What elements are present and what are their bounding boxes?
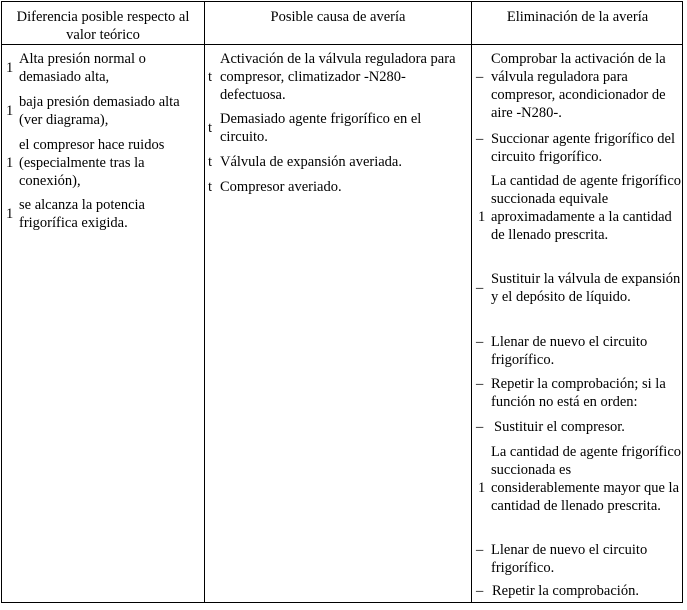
column-divider-2 <box>471 2 472 602</box>
item-marker: 1 <box>6 155 14 171</box>
item-text: baja presión demasiado alta (ver diagrama), <box>19 94 180 128</box>
header-possible-cause: Posible causa de avería <box>270 9 406 25</box>
item-marker: – <box>476 131 484 147</box>
item-text: Sustituir el compresor. <box>494 419 625 435</box>
item-text: Repetir la comprobación; si la función no está en orden: <box>491 376 666 410</box>
item-marker: – <box>476 334 484 350</box>
item-marker: – <box>476 542 484 558</box>
item-text: Repetir la comprobación. <box>492 583 639 599</box>
item-marker: – <box>476 280 484 296</box>
item-marker: t <box>208 120 213 136</box>
item-marker: 1 <box>478 209 486 225</box>
item-marker: t <box>208 69 213 85</box>
item-text: Comprobar la activación de la válvula reguladora para compresor, acondicionador de aire -N280-. <box>491 51 666 121</box>
item-text: Demasiado agente frigorífico en el circuito. <box>220 111 422 145</box>
item-text: Llenar de nuevo el circuito frigorífico. <box>491 542 648 576</box>
item-text: Compresor averiado. <box>220 179 342 195</box>
column-divider-1 <box>204 2 205 602</box>
item-text: Llenar de nuevo el circuito frigorífico. <box>491 334 648 368</box>
item-marker: – <box>476 376 484 392</box>
item-marker: – <box>476 69 484 85</box>
item-marker: t <box>208 154 213 170</box>
troubleshooting-table <box>1 1 683 603</box>
item-text: Sustituir la válvula de expansión y el depósito de líquido. <box>491 271 681 305</box>
item-marker: t <box>208 179 213 195</box>
item-text: Válvula de expansión averiada. <box>220 154 402 170</box>
header-divider <box>2 44 682 45</box>
item-text: Succionar agente frigorífico del circuito frigorífico. <box>491 131 675 165</box>
item-marker: 1 <box>6 60 14 76</box>
item-marker: 1 <box>6 103 14 119</box>
item-text: La cantidad de agente frigorífico succionada es considerablemente mayor que la cantidad de llenado prescrita. <box>491 444 682 514</box>
header-remedy: Eliminación de la avería <box>506 9 649 25</box>
item-text: el compresor hace ruidos (especialmente tras la conexión), <box>19 137 165 189</box>
item-marker: 1 <box>6 206 14 222</box>
item-marker: – <box>476 419 484 435</box>
header-possible-difference: Diferencia posible respecto al valor teórico <box>16 9 190 43</box>
item-marker: – <box>476 583 484 599</box>
item-marker: 1 <box>478 480 486 496</box>
item-text: Alta presión normal o demasiado alta, <box>19 51 146 85</box>
item-text: se alcanza la potencia frigorífica exigida. <box>19 197 145 231</box>
item-text: Activación de la válvula reguladora para compresor, climatizador -N280- defectuosa. <box>220 51 456 103</box>
item-text: La cantidad de agente frigorífico succionada equivale aproximadamente a la cantidad de llenado prescrita. <box>491 173 682 243</box>
